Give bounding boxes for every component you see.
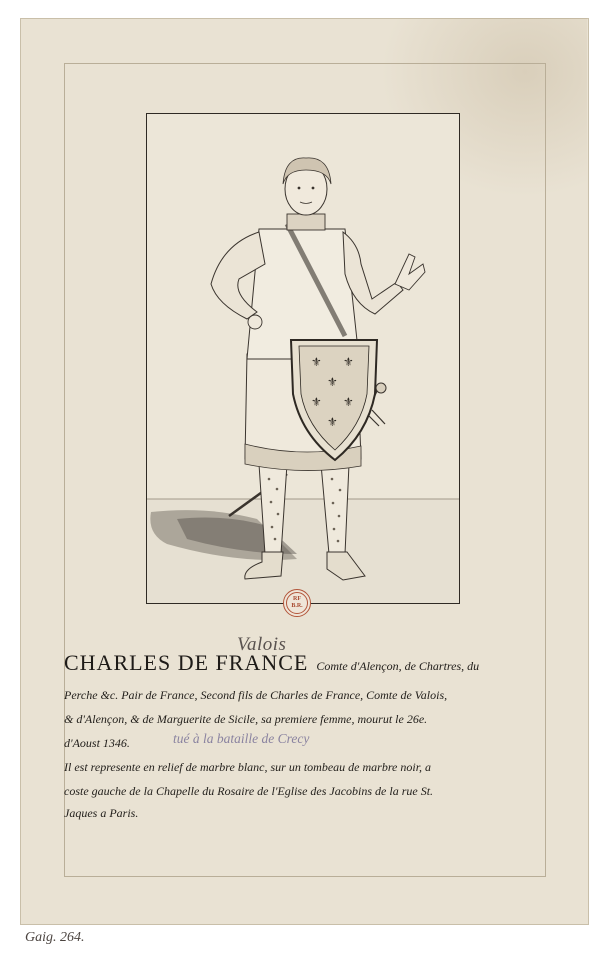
caption-line-1: Perche &c. Pair de France, Second fils de Charles de France, Comte de Valois,: [64, 688, 448, 702]
caption-line-3: d'Aoust 1346.: [64, 736, 130, 750]
svg-text:⚜: ⚜: [343, 355, 354, 369]
caption-line-2: & d'Alençon, & de Marguerite de Sicile, sa premiere femme, mourut le 26e.: [64, 712, 428, 726]
stamp-text-bottom: B.R.: [291, 603, 303, 609]
caption-line-5: coste gauche de la Chapelle du Rosaire de l'Eglise des Jacobins de la rue St.: [64, 784, 434, 798]
caption-title-name: CHARLES DE FRANCE: [64, 650, 309, 675]
stamp-text: [284, 596, 310, 610]
caption-line-6: Jaques a Paris.: [64, 806, 139, 820]
svg-text:⚜: ⚜: [327, 415, 338, 429]
caption-line-4: Il est represente en relief de marbre blanc, sur un tombeau de marbre noir, a: [64, 760, 432, 774]
svg-text:⚜: ⚜: [327, 375, 338, 389]
catalog-number: Gaig. 264.: [25, 930, 85, 945]
library-stamp: [283, 589, 311, 617]
knight-engraving: [147, 114, 459, 603]
pencil-annotation-crecy: tué à la bataille de Crecy: [173, 731, 310, 746]
svg-text:⚜: ⚜: [343, 395, 354, 409]
caption-title-rest: Comte d'Alençon, de Chartres, du: [316, 659, 480, 673]
caption-title-line: [64, 650, 479, 676]
engraving-frame: [146, 113, 460, 604]
svg-text:⚜: ⚜: [311, 355, 322, 369]
inserted-word-valois: Valois: [237, 634, 287, 655]
stamp-text-top: RF: [293, 596, 301, 602]
svg-text:⚜: ⚜: [311, 395, 322, 409]
